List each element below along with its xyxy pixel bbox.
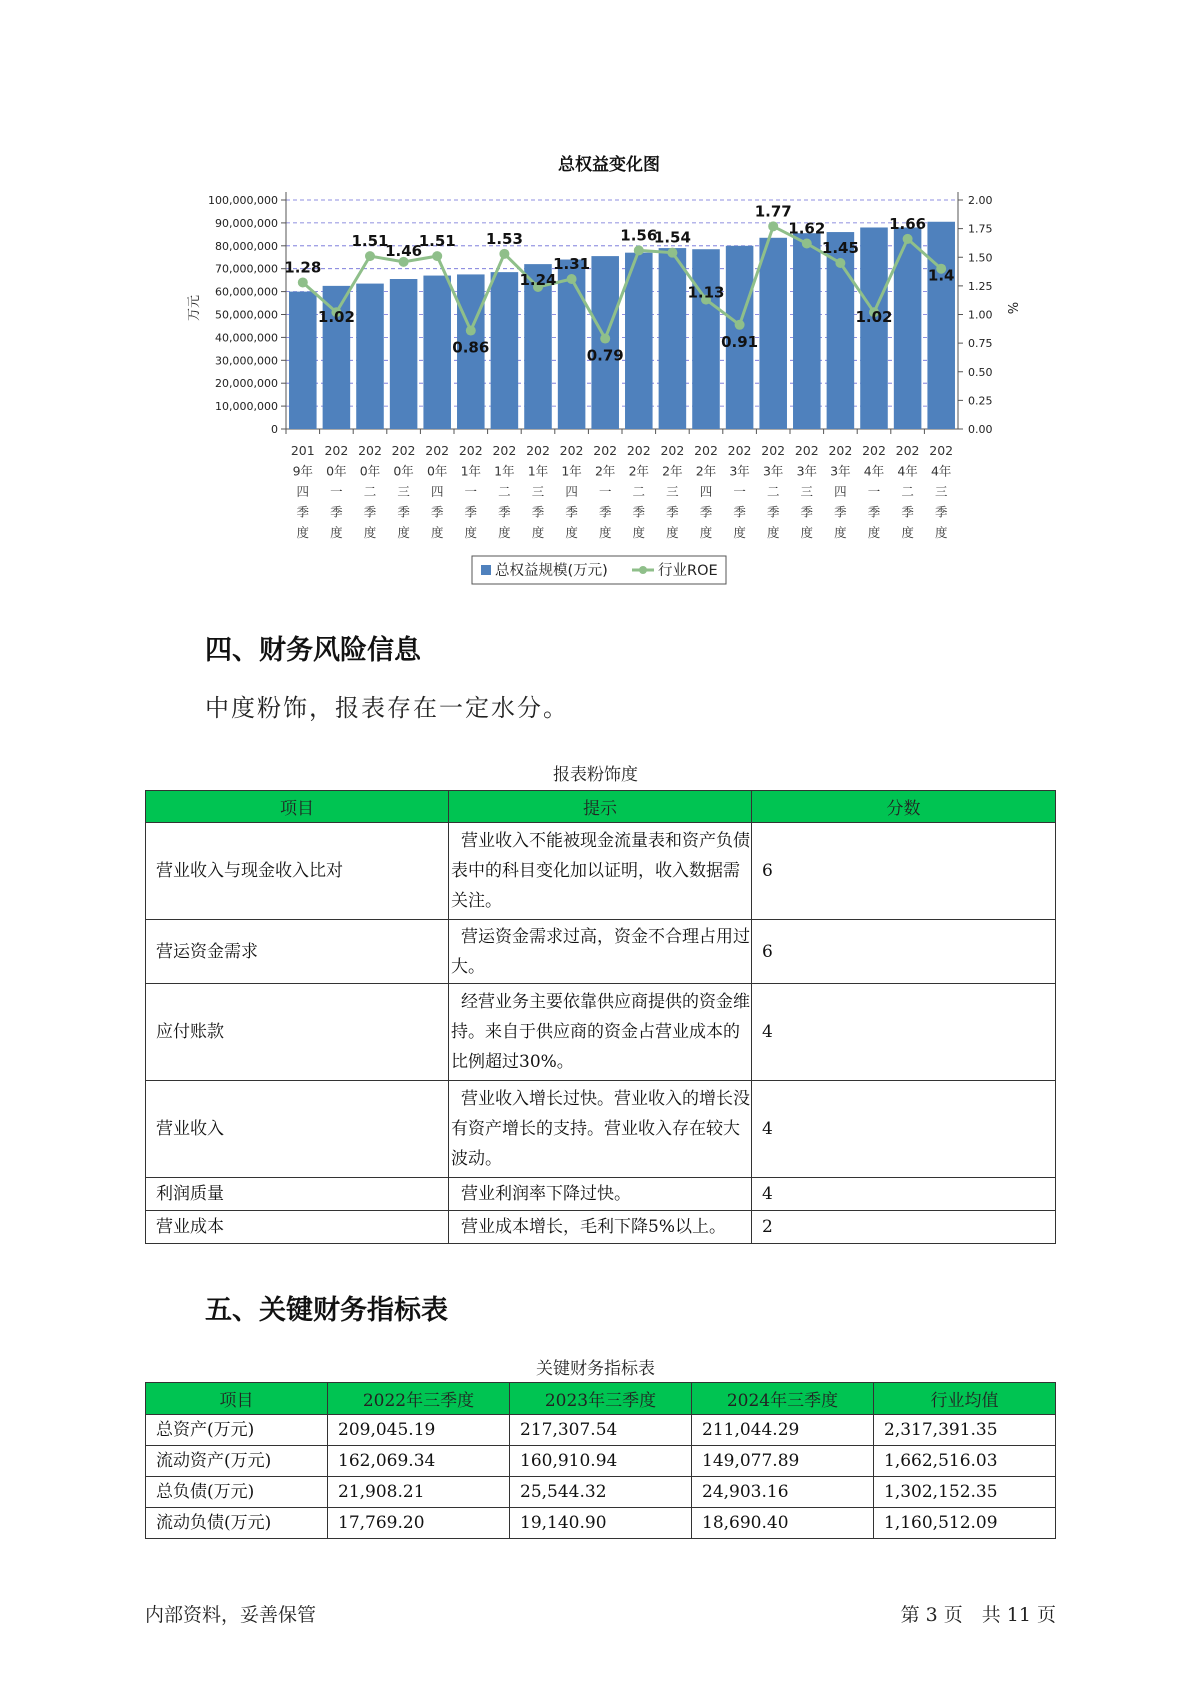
x-tick-label: 202 [526, 443, 550, 458]
x-tick-label: 202 [425, 443, 450, 458]
bar [927, 222, 955, 429]
x-tick-label: 4年 [930, 463, 952, 479]
bar [289, 292, 317, 429]
risk-hint-cell: 营业收入不能被现金流量表和资产负债表中的科目变化加以证明，收入数据需关注。 [449, 823, 752, 920]
roe-point [835, 258, 845, 268]
table-row [146, 1178, 1056, 1211]
x-tick-label: 一 [330, 484, 343, 499]
x-tick-label: 3年 [830, 463, 851, 479]
y2-tick-label: 0.00 [968, 423, 993, 436]
risk-item-cell: 营业收入 [146, 1081, 449, 1178]
roe-point [567, 274, 577, 284]
roe-data-label: 1.24 [519, 271, 557, 290]
x-tick-label: 季 [296, 504, 310, 520]
x-tick-label: 四 [430, 484, 444, 499]
kpi-industry-avg-cell: 1,662,516.03 [874, 1446, 1056, 1477]
x-tick-label: 季 [666, 504, 679, 520]
y2-tick-label: 1.75 [968, 222, 993, 236]
risk-header-hint: 提示 [449, 791, 752, 823]
x-tick-label: 季 [901, 504, 914, 520]
risk-score-cell: 4 [752, 984, 1056, 1081]
y2-tick-label: 1.50 [968, 251, 993, 265]
kpi-2024q3-cell: 211,044.29 [692, 1415, 874, 1446]
x-tick-label: 度 [464, 525, 478, 540]
x-tick-label: 度 [498, 525, 511, 540]
section4-title: 四、财务风险信息 [205, 635, 421, 666]
table-row [146, 1446, 1056, 1477]
bar [860, 227, 888, 429]
y2-axis-label: % [1004, 301, 1019, 315]
x-tick-label: 202 [794, 443, 819, 458]
risk-score-cell: 6 [752, 920, 1056, 984]
kpi-industry-avg-cell: 2,317,391.35 [874, 1415, 1056, 1446]
risk-table-caption: 报表粉饰度 [553, 765, 638, 785]
y-tick-label: 70,000,000 [215, 262, 278, 276]
risk-hint-cell: 经营业务主要依靠供应商提供的资金维持。来自于供应商的资金占营业成本的比例超过30%。 [449, 984, 752, 1081]
roe-data-label: 1.53 [485, 229, 523, 248]
x-tick-label: 度 [598, 525, 612, 540]
kpi-2022q3-cell: 162,069.34 [328, 1446, 510, 1477]
roe-data-label: 1.54 [653, 228, 691, 247]
legend-line-marker [639, 566, 647, 574]
roe-point [634, 245, 644, 255]
x-tick-label: 度 [666, 525, 679, 540]
x-tick-label: 季 [766, 504, 780, 520]
kpi-table-caption: 关键财务指标表 [536, 1359, 655, 1379]
x-tick-label: 二 [498, 484, 511, 499]
x-tick-label: 度 [733, 525, 746, 540]
roe-point [365, 251, 375, 261]
x-tick-label: 季 [531, 504, 545, 520]
table-row [146, 1508, 1056, 1539]
risk-item-cell: 营业收入与现金收入比对 [146, 823, 449, 920]
x-tick-label: 度 [934, 525, 948, 540]
y2-tick-label: 0.75 [968, 337, 993, 351]
y-tick-label: 10,000,000 [215, 400, 278, 414]
risk-item-cell: 应付账款 [146, 984, 449, 1081]
x-tick-label: 二 [363, 484, 377, 499]
x-tick-label: 202 [862, 443, 886, 458]
kpi-item-cell: 流动资产(万元) [146, 1446, 328, 1477]
legend-line-label: 行业ROE [658, 563, 718, 579]
roe-point [735, 320, 745, 330]
x-tick-label: 202 [391, 443, 416, 458]
bar [390, 279, 418, 429]
x-tick-label: 季 [598, 504, 612, 520]
x-tick-label: 202 [324, 443, 349, 458]
x-tick-label: 度 [565, 525, 578, 540]
roe-point [499, 249, 509, 259]
footer-page-number: 第 3 页 共 11 页 [900, 1604, 1056, 1626]
y-tick-label: 80,000,000 [215, 239, 278, 253]
roe-point [768, 221, 778, 231]
roe-data-label: 1.66 [889, 214, 927, 233]
x-tick-label: 一 [464, 484, 478, 499]
y-tick-label: 0 [271, 423, 278, 436]
x-tick-label: 202 [660, 443, 685, 458]
kpi-2024q3-cell: 149,077.89 [692, 1446, 874, 1477]
risk-item-cell: 营业成本 [146, 1211, 449, 1244]
roe-data-label: 1.51 [351, 232, 389, 251]
x-tick-label: 0年 [359, 463, 381, 479]
x-tick-label: 0年 [393, 463, 414, 479]
kpi-2024q3-cell: 18,690.40 [692, 1508, 874, 1539]
kpi-2023q3-cell: 25,544.32 [510, 1477, 692, 1508]
x-tick-label: 季 [397, 504, 410, 520]
kpi-item-cell: 总资产(万元) [146, 1415, 328, 1446]
bar [793, 233, 821, 429]
table-row [146, 920, 1056, 984]
x-tick-label: 季 [834, 504, 847, 520]
x-tick-label: 1年 [527, 463, 549, 479]
roe-point [298, 277, 308, 287]
x-tick-label: 三 [397, 484, 410, 499]
y-tick-label: 60,000,000 [215, 285, 278, 299]
x-tick-label: 一 [598, 484, 612, 499]
roe-data-label: 0.91 [721, 332, 759, 351]
x-tick-label: 季 [867, 504, 881, 520]
legend-bar-label: 总权益规模(万元) [495, 563, 608, 579]
roe-data-label: 1.28 [284, 258, 322, 277]
roe-point [432, 251, 442, 261]
x-tick-label: 四 [834, 484, 847, 499]
bar [558, 260, 586, 429]
x-tick-label: 202 [492, 443, 517, 458]
table-row [146, 984, 1056, 1081]
x-tick-label: 度 [430, 525, 444, 540]
kpi-2022q3-cell: 17,769.20 [328, 1508, 510, 1539]
roe-data-label: 1.62 [788, 219, 826, 238]
x-tick-label: 季 [363, 504, 377, 520]
kpi-item-cell: 流动负债(万元) [146, 1508, 328, 1539]
chart-title: 总权益变化图 [558, 155, 660, 175]
x-tick-label: 202 [694, 443, 718, 458]
x-tick-label: 202 [458, 443, 483, 458]
x-tick-label: 度 [901, 525, 914, 540]
roe-data-label: 1.46 [385, 241, 423, 260]
section4-summary: 中度粉饰，报表存在一定水分。 [205, 694, 569, 722]
y2-tick-label: 1.25 [968, 279, 993, 293]
roe-data-label: 0.86 [452, 338, 490, 357]
x-tick-label: 1年 [561, 463, 582, 479]
kpi-industry-avg-cell: 1,302,152.35 [874, 1477, 1056, 1508]
x-tick-label: 季 [632, 504, 646, 520]
footer-confidential: 内部资料，妥善保管 [145, 1604, 317, 1626]
roe-data-label: 1.13 [687, 283, 725, 302]
y-tick-label: 90,000,000 [215, 216, 278, 230]
roe-point [466, 326, 476, 336]
x-tick-label: 度 [296, 525, 310, 540]
kpi-2023q3-cell: 19,140.90 [510, 1508, 692, 1539]
roe-data-label: 1.56 [620, 226, 658, 245]
bar [423, 276, 451, 429]
roe-data-label: 1.51 [418, 232, 456, 251]
y-tick-label: 30,000,000 [215, 354, 278, 368]
roe-data-label: 1.31 [553, 255, 591, 274]
roe-point [802, 239, 812, 249]
bar [491, 272, 519, 429]
x-tick-label: 3年 [729, 463, 750, 479]
y-axis-label: 万元 [187, 294, 202, 322]
roe-data-label: 0.79 [586, 346, 624, 365]
x-tick-label: 0年 [326, 463, 347, 479]
kpi-2023q3-cell: 217,307.54 [510, 1415, 692, 1446]
x-tick-label: 季 [464, 504, 478, 520]
risk-hint-cell: 营运资金需求过高，资金不合理占用过大。 [449, 920, 752, 984]
kpi-header-2023q3: 2023年三季度 [510, 1383, 692, 1415]
risk-header-score: 分数 [752, 791, 1056, 823]
x-tick-label: 1年 [494, 463, 515, 479]
x-tick-label: 3年 [796, 463, 818, 479]
y2-tick-label: 0.50 [968, 365, 993, 379]
kpi-header-item: 项目 [146, 1383, 328, 1415]
x-tick-label: 四 [296, 484, 310, 499]
kpi-header-industry-avg: 行业均值 [874, 1383, 1056, 1415]
x-tick-label: 202 [895, 443, 920, 458]
risk-hint-cell: 营业利润率下降过快。 [449, 1178, 752, 1211]
x-tick-label: 9年 [292, 463, 314, 479]
roe-point [600, 334, 610, 344]
x-tick-label: 三 [934, 484, 948, 499]
roe-data-label: 1.77 [754, 202, 792, 221]
bar [692, 249, 720, 429]
x-tick-label: 202 [626, 443, 651, 458]
x-tick-label: 202 [593, 443, 618, 458]
y2-tick-label: 0.25 [968, 394, 993, 408]
x-tick-label: 四 [565, 484, 578, 499]
risk-hint-cell: 营业成本增长，毛利下降5%以上。 [449, 1211, 752, 1244]
x-tick-label: 季 [934, 504, 948, 520]
x-tick-label: 二 [632, 484, 646, 499]
roe-data-label: 1.02 [855, 308, 893, 327]
x-tick-label: 度 [397, 525, 410, 540]
risk-hint-cell: 营业收入增长过快。营业收入的增长没有资产增长的支持。营业收入存在较大波动。 [449, 1081, 752, 1178]
x-tick-label: 季 [800, 504, 814, 520]
x-tick-label: 2年 [662, 463, 683, 479]
equity-chart [0, 0, 1191, 600]
kpi-2022q3-cell: 209,045.19 [328, 1415, 510, 1446]
kpi-2022q3-cell: 21,908.21 [328, 1477, 510, 1508]
roe-point [667, 248, 677, 258]
table-row [146, 1415, 1056, 1446]
table-row [146, 1477, 1056, 1508]
x-tick-label: 1年 [460, 463, 482, 479]
y2-tick-label: 1.00 [968, 308, 993, 322]
y-tick-label: 40,000,000 [215, 331, 278, 345]
x-tick-label: 四 [699, 484, 713, 499]
bar [659, 248, 687, 429]
x-tick-label: 202 [727, 443, 752, 458]
x-tick-label: 度 [834, 525, 847, 540]
x-tick-label: 季 [699, 504, 713, 520]
table-row [146, 1081, 1056, 1178]
x-tick-label: 三 [800, 484, 814, 499]
roe-data-label: 1.4 [927, 266, 955, 285]
section5-title: 五、关键财务指标表 [205, 1295, 448, 1326]
x-tick-label: 201 [290, 443, 315, 458]
risk-score-cell: 4 [752, 1178, 1056, 1211]
x-tick-label: 4年 [863, 463, 885, 479]
y-tick-label: 20,000,000 [215, 377, 278, 391]
x-tick-label: 二 [766, 484, 780, 499]
bar [356, 284, 384, 429]
x-tick-label: 季 [733, 504, 746, 520]
y-tick-label: 100,000,000 [208, 194, 278, 207]
x-tick-label: 202 [559, 443, 584, 458]
x-tick-label: 度 [699, 525, 713, 540]
x-tick-label: 一 [733, 484, 746, 499]
risk-item-cell: 利润质量 [146, 1178, 449, 1211]
x-tick-label: 一 [867, 484, 881, 499]
x-tick-label: 3年 [762, 463, 784, 479]
x-tick-label: 202 [929, 443, 954, 458]
legend-bar-swatch [481, 565, 491, 575]
risk-score-cell: 4 [752, 1081, 1056, 1178]
kpi-table [145, 1382, 1056, 1539]
x-tick-label: 0年 [426, 463, 448, 479]
x-tick-label: 202 [358, 443, 382, 458]
x-tick-label: 三 [666, 484, 679, 499]
y-tick-label: 50,000,000 [215, 308, 278, 322]
roe-data-label: 1.02 [317, 308, 355, 327]
x-tick-label: 度 [363, 525, 377, 540]
equity-chart-svg [0, 0, 1191, 600]
x-tick-label: 季 [330, 504, 343, 520]
kpi-item-cell: 总负债(万元) [146, 1477, 328, 1508]
roe-point [903, 234, 913, 244]
x-tick-label: 度 [330, 525, 343, 540]
kpi-2024q3-cell: 24,903.16 [692, 1477, 874, 1508]
x-tick-label: 度 [867, 525, 881, 540]
roe-data-label: 1.45 [821, 238, 859, 257]
x-tick-label: 202 [828, 443, 853, 458]
kpi-header-2022q3: 2022年三季度 [328, 1383, 510, 1415]
kpi-industry-avg-cell: 1,160,512.09 [874, 1508, 1056, 1539]
x-tick-label: 度 [531, 525, 545, 540]
table-row [146, 1211, 1056, 1244]
x-tick-label: 2年 [628, 463, 650, 479]
table-row [146, 823, 1056, 920]
risk-table-header [146, 791, 1056, 823]
x-tick-label: 度 [766, 525, 780, 540]
risk-item-cell: 营运资金需求 [146, 920, 449, 984]
y2-tick-label: 2.00 [968, 194, 993, 207]
x-tick-label: 202 [761, 443, 786, 458]
risk-score-cell: 2 [752, 1211, 1056, 1244]
x-tick-label: 2年 [594, 463, 616, 479]
x-tick-label: 季 [498, 504, 511, 520]
x-tick-label: 三 [531, 484, 545, 499]
risk-header-item: 项目 [146, 791, 449, 823]
risk-score-cell: 6 [752, 823, 1056, 920]
x-tick-label: 度 [632, 525, 646, 540]
kpi-table-header [146, 1383, 1056, 1415]
x-tick-label: 季 [565, 504, 578, 520]
risk-table [145, 790, 1056, 1244]
x-tick-label: 季 [430, 504, 444, 520]
x-tick-label: 2年 [695, 463, 717, 479]
x-tick-label: 度 [800, 525, 814, 540]
bar [759, 238, 787, 429]
x-tick-label: 4年 [897, 463, 918, 479]
kpi-2023q3-cell: 160,910.94 [510, 1446, 692, 1477]
kpi-header-2024q3: 2024年三季度 [692, 1383, 874, 1415]
x-tick-label: 二 [901, 484, 914, 499]
